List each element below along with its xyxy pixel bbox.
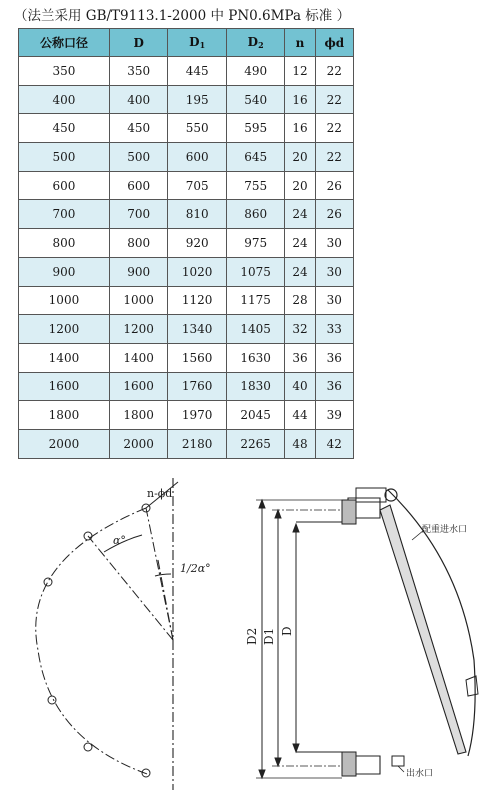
outlet-stub [392,756,404,766]
table-row [19,143,354,172]
cell-nominal: 1000 [19,286,110,315]
arrowhead [259,770,265,778]
cell-d: 600 [109,171,168,200]
table-row [19,57,354,86]
arrowhead [275,510,281,518]
cell-n: 20 [285,143,315,172]
cell-d1: 1560 [168,343,227,372]
cell-d2: 595 [226,114,285,143]
hinge-block [356,488,386,502]
cell-d: 2000 [109,429,168,458]
cell-d: 500 [109,143,168,172]
body-wall-top [342,500,356,524]
cell-d1: 810 [168,200,227,229]
cell-d: 1200 [109,315,168,344]
cell-d: 1000 [109,286,168,315]
cell-nominal: 2000 [19,429,110,458]
arrowhead [275,758,281,766]
cell-d2: 755 [226,171,285,200]
flange-bottom [296,752,380,774]
cell-d: 800 [109,229,168,258]
arrowhead [293,744,299,752]
cell-n: 24 [285,229,315,258]
body-wall-bottom [342,752,356,776]
cell-nominal: 450 [19,114,110,143]
cell-d2: 975 [226,229,285,258]
cell-n: 44 [285,401,315,430]
cell-d2: 2265 [226,429,285,458]
cell-d: 400 [109,85,168,114]
header-d2-base: D [247,35,259,49]
cell-nominal: 350 [19,57,110,86]
half-alpha-label: 1/2α° [180,562,211,575]
flange-bolt-circle-view [36,478,178,790]
header-d1 [168,29,227,57]
cell-d1: 600 [168,143,227,172]
cell-d1: 195 [168,85,227,114]
cell-phid: 26 [315,200,353,229]
cell-d1: 445 [168,57,227,86]
flap-door [380,505,466,754]
cell-n: 12 [285,57,315,86]
hinge-pin-icon [385,489,397,501]
cell-d: 900 [109,257,168,286]
cell-d2: 645 [226,143,285,172]
cell-d1: 550 [168,114,227,143]
table-row [19,372,354,401]
header-n: n [285,29,315,57]
cell-nominal: 800 [19,229,110,258]
cell-phid: 39 [315,401,353,430]
cell-d1: 1340 [168,315,227,344]
cell-phid: 36 [315,372,353,401]
cell-phid: 30 [315,286,353,315]
cell-d2: 540 [226,85,285,114]
arrowhead [293,524,299,532]
table-row [19,401,354,430]
table-row [19,343,354,372]
cell-n: 24 [285,200,315,229]
cell-phid: 36 [315,343,353,372]
table-row [19,286,354,315]
outlet-leader [398,766,404,772]
cell-nominal: 1200 [19,315,110,344]
header-d2-sub: 2 [258,40,264,50]
cell-d1: 1120 [168,286,227,315]
d1-label: D1 [262,627,276,645]
cell-d2: 1075 [226,257,285,286]
cell-phid: 22 [315,57,353,86]
table-header-row [19,29,354,57]
table-row [19,171,354,200]
cell-d2: 1630 [226,343,285,372]
counterweight-lug [466,676,478,696]
cell-d2: 1405 [226,315,285,344]
cell-d1: 1970 [168,401,227,430]
bolt-hole [48,696,56,704]
table-row [19,85,354,114]
half-alpha-angle-arc [155,574,171,576]
d2-label: D2 [245,627,259,645]
cell-n: 16 [285,114,315,143]
cell-d: 1800 [109,401,168,430]
radial-line-half [158,560,173,640]
table-row [19,429,354,458]
technical-drawing [0,460,488,800]
cell-d2: 2045 [226,401,285,430]
header-d1-base: D [189,35,200,49]
cell-d2: 1830 [226,372,285,401]
cell-d1: 1020 [168,257,227,286]
cell-d2: 1175 [226,286,285,315]
cell-nominal: 1800 [19,401,110,430]
cell-phid: 33 [315,315,353,344]
table-row [19,229,354,258]
cell-phid: 22 [315,143,353,172]
cell-nominal: 400 [19,85,110,114]
cell-phid: 22 [315,114,353,143]
header-d1-sub: 1 [199,40,206,50]
outlet-label: 出水口 [406,769,434,779]
cell-n: 40 [285,372,315,401]
cell-n: 16 [285,85,315,114]
holes-label: n-ϕd [147,487,173,500]
cell-phid: 26 [315,171,353,200]
cell-d2: 860 [226,200,285,229]
cell-d: 350 [109,57,168,86]
table-row [19,257,354,286]
arrowhead [259,500,265,508]
standard-caption: （法兰采用 GB/T9113.1-2000 中 PN0.6MPa 标准 ） [14,8,351,24]
table-row [19,200,354,229]
bolt-hole [44,578,52,586]
cell-n: 28 [285,286,315,315]
dimension-table [18,28,354,459]
cell-nominal: 1600 [19,372,110,401]
cell-phid: 30 [315,229,353,258]
header-d2 [226,29,285,57]
cell-d1: 705 [168,171,227,200]
cell-phid: 30 [315,257,353,286]
cell-n: 36 [285,343,315,372]
bolt-circle-arc [36,508,150,775]
radial-line-upper [88,536,173,640]
cell-d1: 920 [168,229,227,258]
cell-d2: 490 [226,57,285,86]
cell-nominal: 500 [19,143,110,172]
table-row [19,315,354,344]
cell-n: 24 [285,257,315,286]
cell-d1: 1760 [168,372,227,401]
cell-nominal: 700 [19,200,110,229]
table-row [19,114,354,143]
cell-d: 450 [109,114,168,143]
cell-nominal: 900 [19,257,110,286]
cell-n: 48 [285,429,315,458]
cell-d1: 2180 [168,429,227,458]
cell-d: 1400 [109,343,168,372]
alpha-label: α° [113,534,126,547]
cell-nominal: 1400 [19,343,110,372]
cell-phid: 22 [315,85,353,114]
d-label: D [280,626,294,636]
cell-nominal: 600 [19,171,110,200]
cell-n: 32 [285,315,315,344]
bolt-hole [84,743,92,751]
header-phid: ϕd [315,29,353,57]
cell-d: 700 [109,200,168,229]
cell-d: 1600 [109,372,168,401]
inlet-label: 配重进水口 [422,525,468,535]
header-d: D [109,29,168,57]
cell-phid: 42 [315,429,353,458]
header-nominal-diameter: 公称口径 [19,29,110,57]
cell-n: 20 [285,171,315,200]
